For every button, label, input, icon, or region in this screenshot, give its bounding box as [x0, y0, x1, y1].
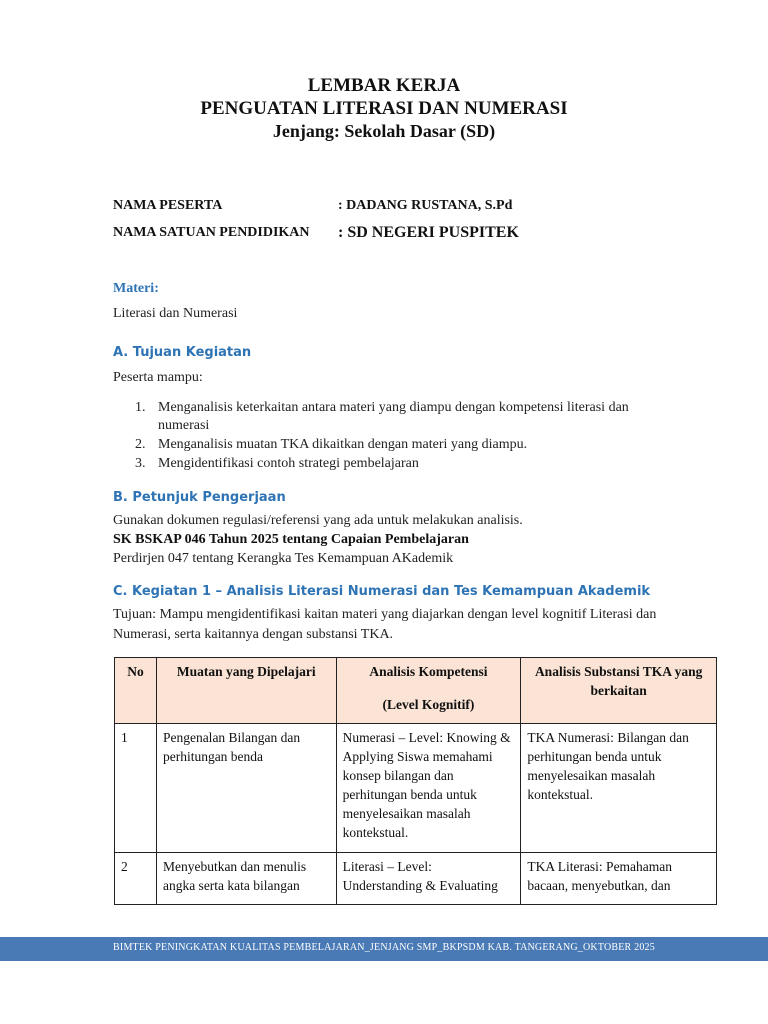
title-line-3: Jenjang: Sekolah Dasar (SD) — [272, 121, 496, 141]
list-item-number: 2. — [135, 437, 146, 452]
participant-value: : DADANG RUSTANA, S.Pd — [338, 198, 513, 213]
cell-substansi: TKA Literasi: Pemahaman bacaan, menyebutkan, dan — [521, 853, 717, 905]
list-item — [113, 399, 673, 435]
cell-kompetensi: Literasi – Level: Understanding & Evaluating — [336, 853, 521, 905]
list-item-text: Menganalisis muatan TKA dikaitkan dengan materi yang diampu. — [158, 437, 528, 452]
cell-muatan: Menyebutkan dan menulis angka serta kata bilangan — [156, 853, 336, 905]
header-analisis-kompetensi-label: Analisis Kompetensi — [369, 664, 488, 679]
cell-no: 2 — [115, 853, 157, 905]
list-item-number: 3. — [135, 456, 146, 471]
document-title — [0, 74, 768, 143]
school-value: : SD NEGERI PUSPITEK — [338, 224, 519, 241]
objectives-list — [113, 399, 673, 474]
section-b-heading: B. Petunjuk Pengerjaan — [113, 490, 286, 505]
materi-heading: Materi: — [113, 281, 159, 296]
header-level-kognitif: (Level Kognitif) — [382, 697, 475, 712]
header-analisis-substansi: Analisis Substansi TKA yang berkaitan — [521, 658, 717, 724]
section-b-line-3: Perdirjen 047 tentang Kerangka Tes Kemampuan AKademik — [113, 551, 454, 566]
section-c-purpose-1: Tujuan: Mampu mengidentifikasi kaitan materi yang diajarkan dengan level kognitif Literasi dan — [113, 607, 657, 622]
list-item-text: Mengidentifikasi contoh strategi pembelajaran — [158, 456, 419, 471]
header-muatan: Muatan yang Dipelajari — [156, 658, 336, 724]
cell-no: 1 — [115, 724, 157, 853]
list-item-number: 1. — [135, 400, 146, 415]
cell-kompetensi: Numerasi – Level: Knowing & Applying Siswa memahami konsep bilangan dan perhitungan benda untuk menyelesaikan masalah kontekstual. — [336, 724, 521, 853]
footer-text: BIMTEK PENINGKATAN KUALITAS PEMBELAJARAN_JENJANG SMP_BKPSDM KAB. TANGERANG_OKTOBER 2025 — [113, 942, 655, 953]
section-c-heading: C. Kegiatan 1 – Analisis Literasi Numerasi dan Tes Kemampuan Akademik — [113, 584, 651, 599]
materi-text: Literasi dan Numerasi — [113, 306, 238, 321]
list-item — [113, 436, 673, 454]
list-item — [113, 455, 673, 473]
section-a-intro: Peserta mampu: — [113, 370, 203, 385]
section-a-heading: A. Tujuan Kegiatan — [113, 345, 252, 360]
section-b-line-1: Gunakan dokumen regulasi/referensi yang ada untuk melakukan analisis. — [113, 513, 523, 528]
title-line-2: PENGUATAN LITERASI DAN NUMERASI — [200, 98, 568, 119]
section-c-purpose-2: Numerasi, serta kaitannya dengan substansi TKA. — [113, 627, 394, 642]
cell-muatan: Pengenalan Bilangan dan perhitungan benda — [156, 724, 336, 853]
analysis-table — [114, 657, 717, 905]
cell-substansi: TKA Numerasi: Bilangan dan perhitungan benda untuk menyelesaikan masalah kontekstual. — [521, 724, 717, 853]
header-no: No — [115, 658, 157, 724]
section-b-line-2: SK BSKAP 046 Tahun 2025 tentang Capaian Pembelajaran — [113, 532, 469, 547]
table-header-row — [115, 658, 717, 724]
title-line-1: LEMBAR KERJA — [307, 75, 461, 96]
list-item-text: Menganalisis keterkaitan antara materi yang diampu dengan kompetensi literasi dan — [158, 400, 629, 415]
list-item-text-cont: numerasi — [158, 418, 210, 433]
footer-bar — [0, 937, 768, 961]
table-row — [115, 853, 717, 905]
participant-label: NAMA PESERTA — [113, 198, 223, 213]
school-label: NAMA SATUAN PENDIDIKAN — [113, 225, 310, 240]
table-row — [115, 724, 717, 853]
header-analisis-kompetensi — [336, 658, 521, 724]
